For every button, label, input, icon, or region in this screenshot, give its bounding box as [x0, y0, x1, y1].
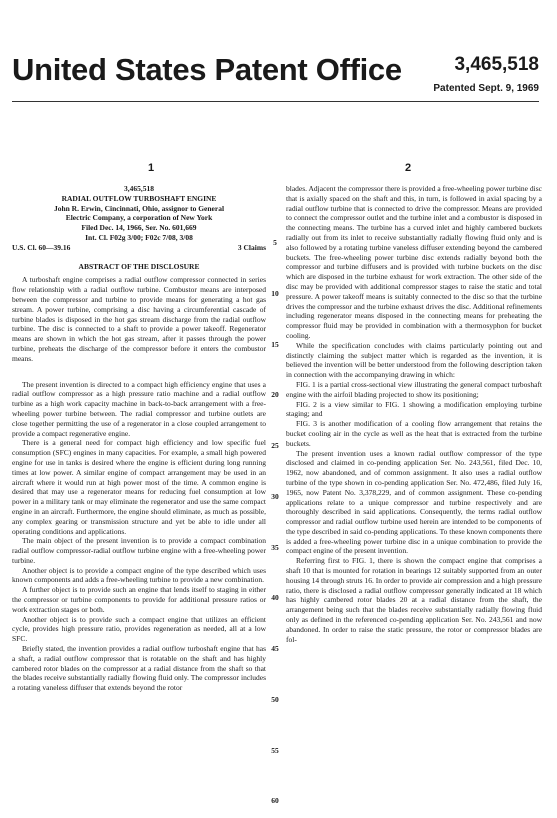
body-paragraph: Another object is to provide a compact engine of the type described which uses known components and adds a free-wheeling turbine to provide a new combination. — [12, 565, 266, 585]
line-number: 5 — [273, 238, 277, 247]
body-paragraph: Referring first to FIG. 1, there is shown the compact engine that comprises a shaft 10 that is mounted for rotation in bearings 12 suitably supported from an outer housing 14 through struts 16. In order to provide air compression and a high pressure ratio, there is disclosed a radial outflow compressor generally indicated at 18 which has highly cambered rotor blades 20 at a radial distance from the shaft, the arrangement being such that the blades receive substantially radially flowing fluid only as defined in the referenced co-pending application Ser. No. 243,561 and now abandoned. In order to raise the static pressure, the rotor or compressor blades are fol- — [286, 556, 542, 644]
us-cl: U.S. Cl. 60—39.16 — [12, 242, 71, 252]
figure-description: FIG. 1 is a partial cross-sectional view illustrating the general compact turboshaft engine with the airfoil blading projected to show its positioning; — [286, 379, 542, 399]
body-paragraph: A further object is to provide such an engine that lends itself to staging in either the compressor or turbine components to provide for additional pressure ratios or work extraction stages or both. — [12, 585, 266, 614]
left-column — [12, 184, 266, 693]
column-number-right: 2 — [405, 162, 412, 174]
biblio-number: 3,465,518 — [124, 184, 154, 193]
body-paragraph: Another object is to provide such a compact engine that utilizes an efficient cycle, provides high pressure ratio, provides regeneration as needed, all at a low SFC. — [12, 614, 266, 644]
patented-date: Patented Sept. 9, 1969 — [433, 83, 539, 94]
line-number: 55 — [271, 746, 279, 755]
body-paragraph: blades. Adjacent the compressor there is provided a free-wheeling power turbine disc that is axially spaced on the shaft and this, in turn, is followed in axial spacing by a radial outflow turbine that is connected to drive the compressor. Means are provided to connect the compressor outlet and the turbine inlet and a combustor is disposed in the connecting means. The turbine has a curved inlet and highly cambered buckets radially out from its inlet to receive substantially radially flowing fluid only and is also followed by a rotating turbine vaneless diffuser extending beyond the cambered buckets. The free-wheeling power turbine disc extends radially beyond both the compressor and turbine diffusers and is provided with turbine buckets on the disc which are disposed in the turbine exhaust for work extraction. The other side of the disc may be provided with additional compressor stages to raise the static and total pressure. A power takeoff means is suitably connected to the disc so that the turbine drives the compressor and the turbine exhaust drives the disc. Additional refinements including regenerator means disposed in the connecting means for preheating the compressor fluid may be provided in combination with a thermosyphon for bucket cooling. — [286, 184, 542, 340]
patent-office-title: United States Patent Office — [12, 52, 402, 87]
us-cl-row — [12, 243, 266, 253]
line-number: 45 — [271, 644, 279, 653]
body-paragraph: There is a general need for compact high efficiency and low specific fuel consumption (SFC) engines in many capacities. For example, a small high powered engine for use in tanks is desired where the engine is efficient during long running times at low power. A similar engine of compact arrangement may be used in an aircraft where it would run at high power most of the time. A common engine is desired that may use a regenerator means for reducing fuel consumption at low power in a military tank or may eliminate the regenerator and use the same compact engine in an aircraft. Furthermore, the engine should eliminate, as much as possible, any complex gearing or transmission structure and yet be able to idle under all operating conditions and applications. — [12, 438, 266, 536]
line-number: 60 — [271, 796, 279, 805]
body-paragraph: The present invention uses a known radial outflow compressor of the type disclosed and claimed in co-pending application Ser. No. 243,561, filed Dec. 10, 1962, now abandoned, and of common assignment. It also uses a radial outflow turbine of the type shown in co-pending application Ser. No. 472,486, filed July 16, 1965, now Patent No. 3,378,229, and of common assignment. These co-pending applications relate to a unique compressor and turbine respectively and are thoroughly described in said applications. Consequently, the terms radial outflow compressor and radial outflow turbine used herein are intended to be components of the type described in said co-pending applications. To these known components there is added a free-wheeling power turbine disc in a unique combination to provide the compact engine of the present invention. — [286, 448, 542, 556]
body-paragraph: Briefly stated, the invention provides a radial outflow turboshaft engine that has a shaft, a radial outflow compressor that is rotatable on the shaft and has highly cambered rotor blades on the compressor at a radial distance from the shaft so that the blades receive substantially radially flowing fluid only. The compressor includes a rotating vaneless diffuser that extends beyond the rotor — [12, 644, 266, 693]
inventor-line-2: Electric Company, a corporation of New York — [65, 213, 213, 223]
int-cl-line: Int. Cl. F02g 3/00; F02c 7/08, 3/08 — [85, 232, 193, 242]
patent-number: 3,465,518 — [454, 54, 539, 75]
line-number: 10 — [271, 289, 279, 298]
body-paragraph: The main object of the present invention is to provide a compact combination radial outflow compressor-radial outflow turbine engine with a free-wheeling power turbine. — [12, 536, 266, 565]
filing-line: Filed Dec. 14, 1966, Ser. No. 601,669 — [81, 223, 197, 233]
body-paragraph: While the specification concludes with claims particularly pointing out and distinctly claiming the subject matter which is regarded as the invention, it is believed the invention will be better understood from the following description taken in connection with the accompanying drawing in which: — [286, 340, 542, 380]
invention-title: RADIAL OUTFLOW TURBOSHAFT ENGINE — [61, 193, 217, 203]
line-number: 30 — [271, 492, 279, 501]
abstract-paragraph: A turboshaft engine comprises a radial outflow compressor connected in series flow relationship with a radial outflow turbine. Combustor means are interposed between the compressor and turbine to provide means for generating a hot gas stream. A power turbine, comprising a disc having a circumferential cascade of turbine blades is disposed in the hot gas stream discharge from the radial outflow turbine. The disc is connected to a shaft to provide a power takeoff. Regenerator means are shown in which the hot gas stream, after it passes through the power turbine, preheats the discharge of the compressor before it enters the combustor means. — [12, 275, 266, 363]
column-number-left: 1 — [148, 162, 155, 174]
figure-description: FIG. 2 is a view similar to FIG. 1 showing a modification employing turbine staging; and — [286, 399, 542, 419]
line-number: 25 — [271, 441, 279, 450]
line-number: 40 — [271, 593, 279, 602]
right-column — [286, 184, 542, 644]
body-paragraph: The present invention is directed to a compact high efficiency engine that uses a radial outflow compressor as a high pressure ratio machine and a radial outflow turbine as a high work capacity machine in back-to-back arrangement with a free-wheeling power turbine between. The radial compressor and turbine outlets are close together permitting the use of a regenerator in a close coupled arrangement to provide a compact regenerative engine. — [12, 379, 266, 438]
figure-description: FIG. 3 is another modification of a cooling flow arrangement that retains the bucket cooling air in the cycle as well as the heat that is extracted from the turbine buckets. — [286, 419, 542, 448]
line-number: 15 — [271, 340, 279, 349]
header-rule — [12, 101, 539, 102]
line-number: 50 — [271, 695, 279, 704]
claims-count: 3 Claims — [237, 242, 266, 252]
inventor-line-1: John R. Erwin, Cincinnati, Ohio, assignor to General — [53, 203, 225, 213]
line-number: 20 — [271, 390, 279, 399]
abstract-heading: ABSTRACT OF THE DISCLOSURE — [78, 261, 200, 271]
line-number: 35 — [271, 543, 279, 552]
